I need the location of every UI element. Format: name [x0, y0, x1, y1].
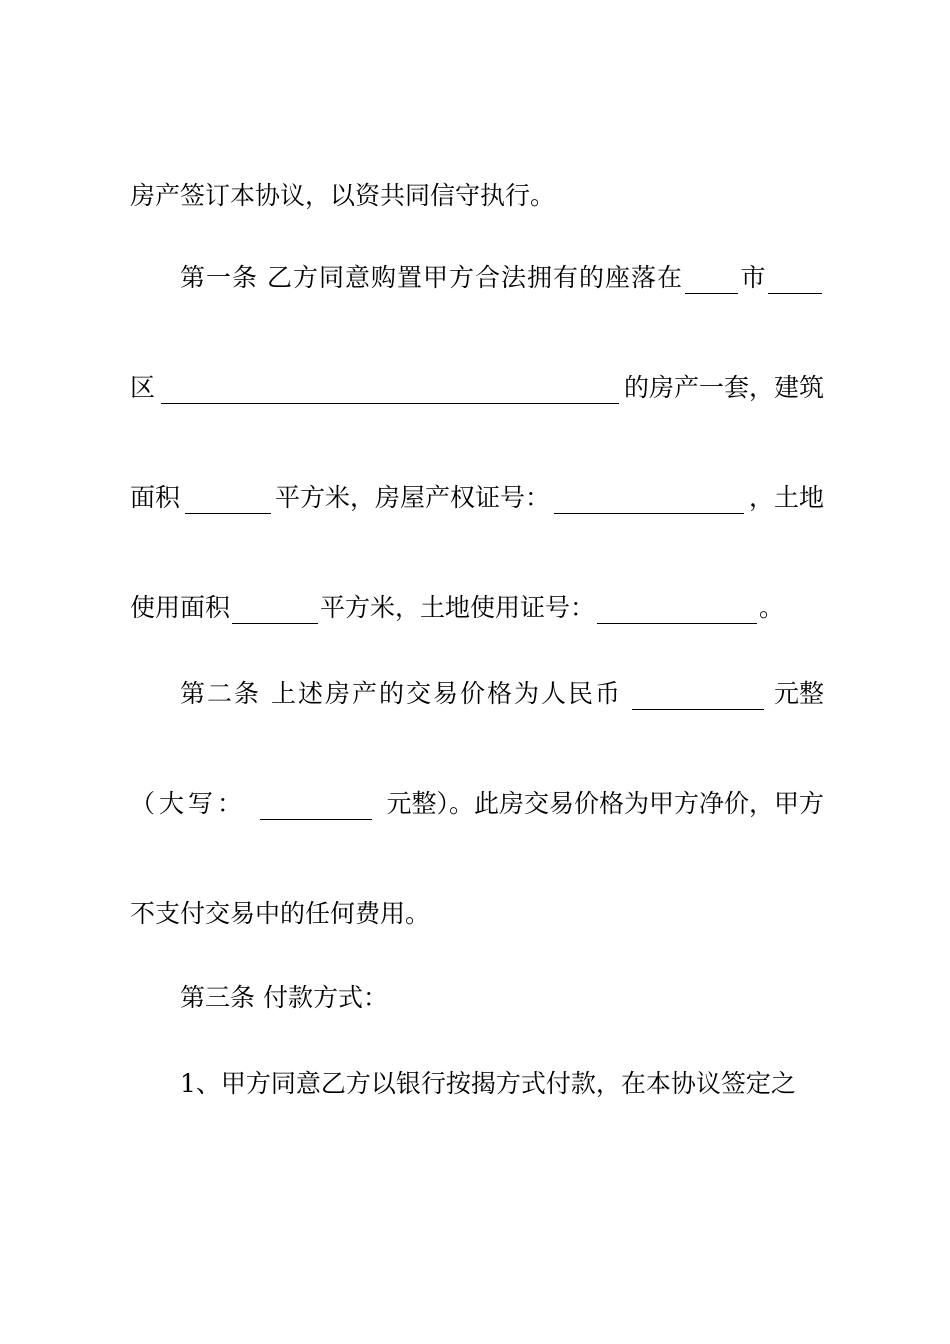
article-3-heading	[180, 982, 824, 1014]
article-1-line-4	[130, 592, 824, 624]
article-2-line-1	[180, 678, 824, 710]
text-period: 。	[759, 593, 785, 622]
text-no-fee: 不支付交易中的任何费用。	[130, 899, 431, 928]
text-district: 区	[130, 373, 156, 402]
paragraph-intro-end	[130, 180, 824, 212]
text-article-3-heading: 第三条 付款方式：	[180, 983, 388, 1012]
article-1-line-3	[130, 482, 824, 514]
text-capital: （大写：	[130, 789, 247, 818]
text-land: ，土地	[748, 483, 824, 512]
article-2-line-2	[130, 788, 824, 820]
blank-property-cert-no	[554, 489, 744, 514]
article-1-line-1	[180, 262, 824, 294]
text-intro-end: 房产签订本协议，以资共同信守执行。	[130, 181, 556, 210]
text-area: 面积	[130, 483, 181, 512]
article-2-line-3	[130, 898, 824, 930]
blank-land-area	[232, 599, 318, 624]
text-city: 市	[740, 263, 767, 292]
text-net-price: 元整）。此房交易价格为甲方净价，甲方	[386, 789, 824, 818]
blank-city	[685, 269, 739, 294]
text-property-set: 的房产一套，建筑	[623, 373, 824, 402]
text-property-cert: 平方米，房屋产权证号：	[274, 483, 550, 512]
blank-building-area	[185, 489, 271, 514]
article-1-line-2	[130, 372, 824, 404]
blank-district	[768, 269, 822, 294]
text-land-cert: 平方米，土地使用证号：	[320, 593, 596, 622]
text-article-1-heading: 第一条 乙方同意购置甲方合法拥有的座落在	[180, 263, 683, 292]
text-article-2-heading: 第二条 上述房产的交易价格为人民币	[180, 679, 622, 708]
text-yuan: 元整	[773, 679, 824, 708]
article-3-item-1	[180, 1068, 824, 1100]
text-payment-mortgage: 1、甲方同意乙方以银行按揭方式付款，在本协议签定之	[180, 1069, 796, 1098]
text-land-area: 使用面积	[130, 593, 231, 622]
blank-price	[632, 685, 764, 710]
blank-price-capital	[260, 795, 372, 820]
blank-land-cert-no	[597, 599, 757, 624]
blank-address	[161, 379, 619, 404]
